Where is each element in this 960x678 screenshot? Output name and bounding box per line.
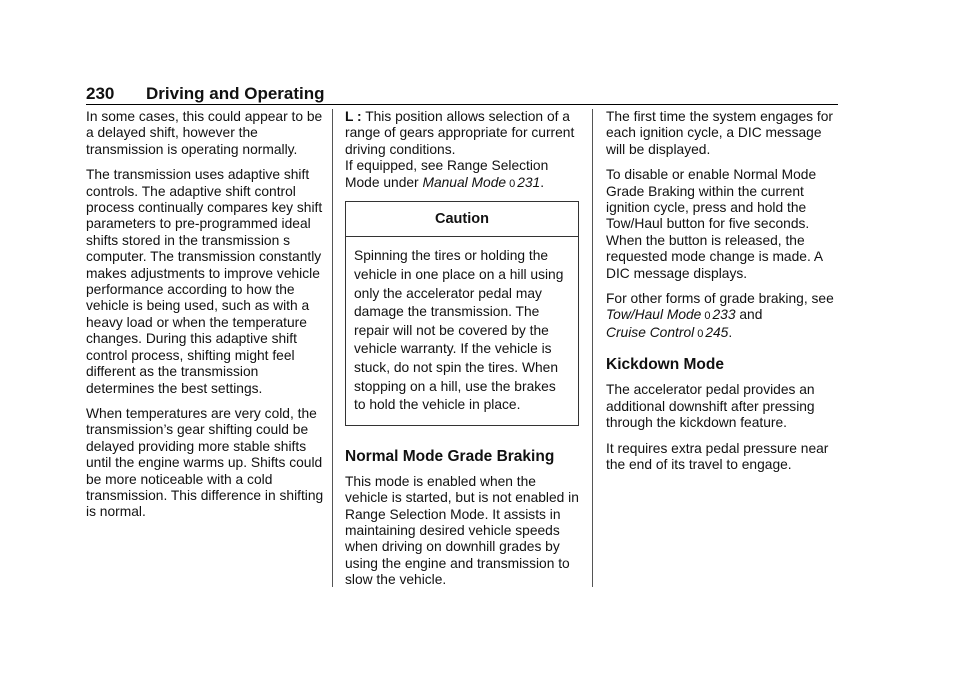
- see-text: If equipped, see Range Selection Mode under: [345, 158, 549, 190]
- page-number: 230: [86, 84, 115, 103]
- caution-body: Spinning the tires or holding the vehicle in one place on a hill using only the accelerator pedal may damage the transmission. The repair will not be covered by the vehicle warranty. If the vehicle is stuck, do not spin the tires. When stopping on a hill, use the brakes to hold the vehicle in place.: [354, 248, 564, 413]
- page-ref-arrow-icon: 0: [509, 177, 516, 190]
- manual-mode-link[interactable]: Manual Mode: [422, 174, 507, 190]
- cruise-control-link[interactable]: Cruise Control: [606, 324, 695, 340]
- l-text: This position allows selection of a range of gears appropriate for current driving conditions.: [345, 109, 575, 157]
- paragraph-l-position: [345, 109, 580, 158]
- column-2: [345, 109, 580, 598]
- subheading-grade-braking: Normal Mode Grade Braking: [345, 447, 555, 465]
- column-divider: [592, 109, 593, 587]
- paragraph: The first time the system engages for each ignition cycle, a DIC message will be displayed.: [606, 109, 833, 157]
- page-ref-arrow-icon: 0: [697, 327, 704, 340]
- and-text: and: [735, 307, 763, 323]
- tow-haul-mode-link[interactable]: Tow/Haul Mode: [606, 307, 702, 323]
- tow-haul-mode-page[interactable]: 233: [712, 307, 736, 323]
- column-1: [86, 109, 326, 530]
- paragraph-see-also: [345, 158, 580, 192]
- paragraph: When temperatures are very cold, the transmission’s gear shifting could be delayed providing more stable shifts until the engine warms up. Shifts could be more noticeable with a cold transmission. This difference in shifting is normal.: [86, 405, 324, 520]
- paragraph: In some cases, this could appear to be a delayed shift, however the transmission is operating normally.: [86, 109, 323, 157]
- caution-box: [345, 201, 579, 426]
- caution-title: Caution: [346, 202, 578, 237]
- column-3: [606, 109, 842, 482]
- paragraph: This mode is enabled when the vehicle is started, but is not enabled in Range Selection Mode. It assists in maintaining desired vehicle speeds when driving on downhill grades by using the engine and transmission to slow the vehicle.: [345, 473, 579, 588]
- period: .: [728, 324, 733, 340]
- page-header: [86, 84, 838, 106]
- section-title: Driving and Operating: [146, 84, 325, 103]
- period: .: [540, 174, 545, 190]
- see-text: For other forms of grade braking, see: [606, 291, 834, 307]
- subheading-kickdown: Kickdown Mode: [606, 356, 724, 374]
- paragraph-see-also: [606, 291, 842, 342]
- manual-mode-page[interactable]: 231: [517, 174, 541, 190]
- page-ref-arrow-icon: 0: [704, 310, 711, 323]
- paragraph: To disable or enable Normal Mode Grade Braking within the current ignition cycle, press and hold the Tow/Haul button for five seconds. When the button is released, the requested mode change is made. A DIC message displays.: [606, 167, 823, 281]
- paragraph: The accelerator pedal provides an additional downshift after pressing through the kickdown feature.: [606, 382, 815, 431]
- paragraph: The transmission uses adaptive shift controls. The adaptive shift control process continually compares key shift parameters to pre-programmed ideal shifts stored in the transmission s computer. The transmission constantly makes adjustments to improve vehicle performance according to how the vehicle is being used, such as with a heavy load or when the temperature changes. During this adaptive shift control process, shifting might feel different as the transmission determines the best settings.: [86, 167, 323, 396]
- cruise-control-page[interactable]: 245: [705, 324, 729, 340]
- column-divider: [332, 109, 333, 587]
- header-rule: [86, 104, 838, 105]
- paragraph: It requires extra pedal pressure near the end of its travel to engage.: [606, 440, 829, 472]
- l-label: L :: [345, 109, 362, 124]
